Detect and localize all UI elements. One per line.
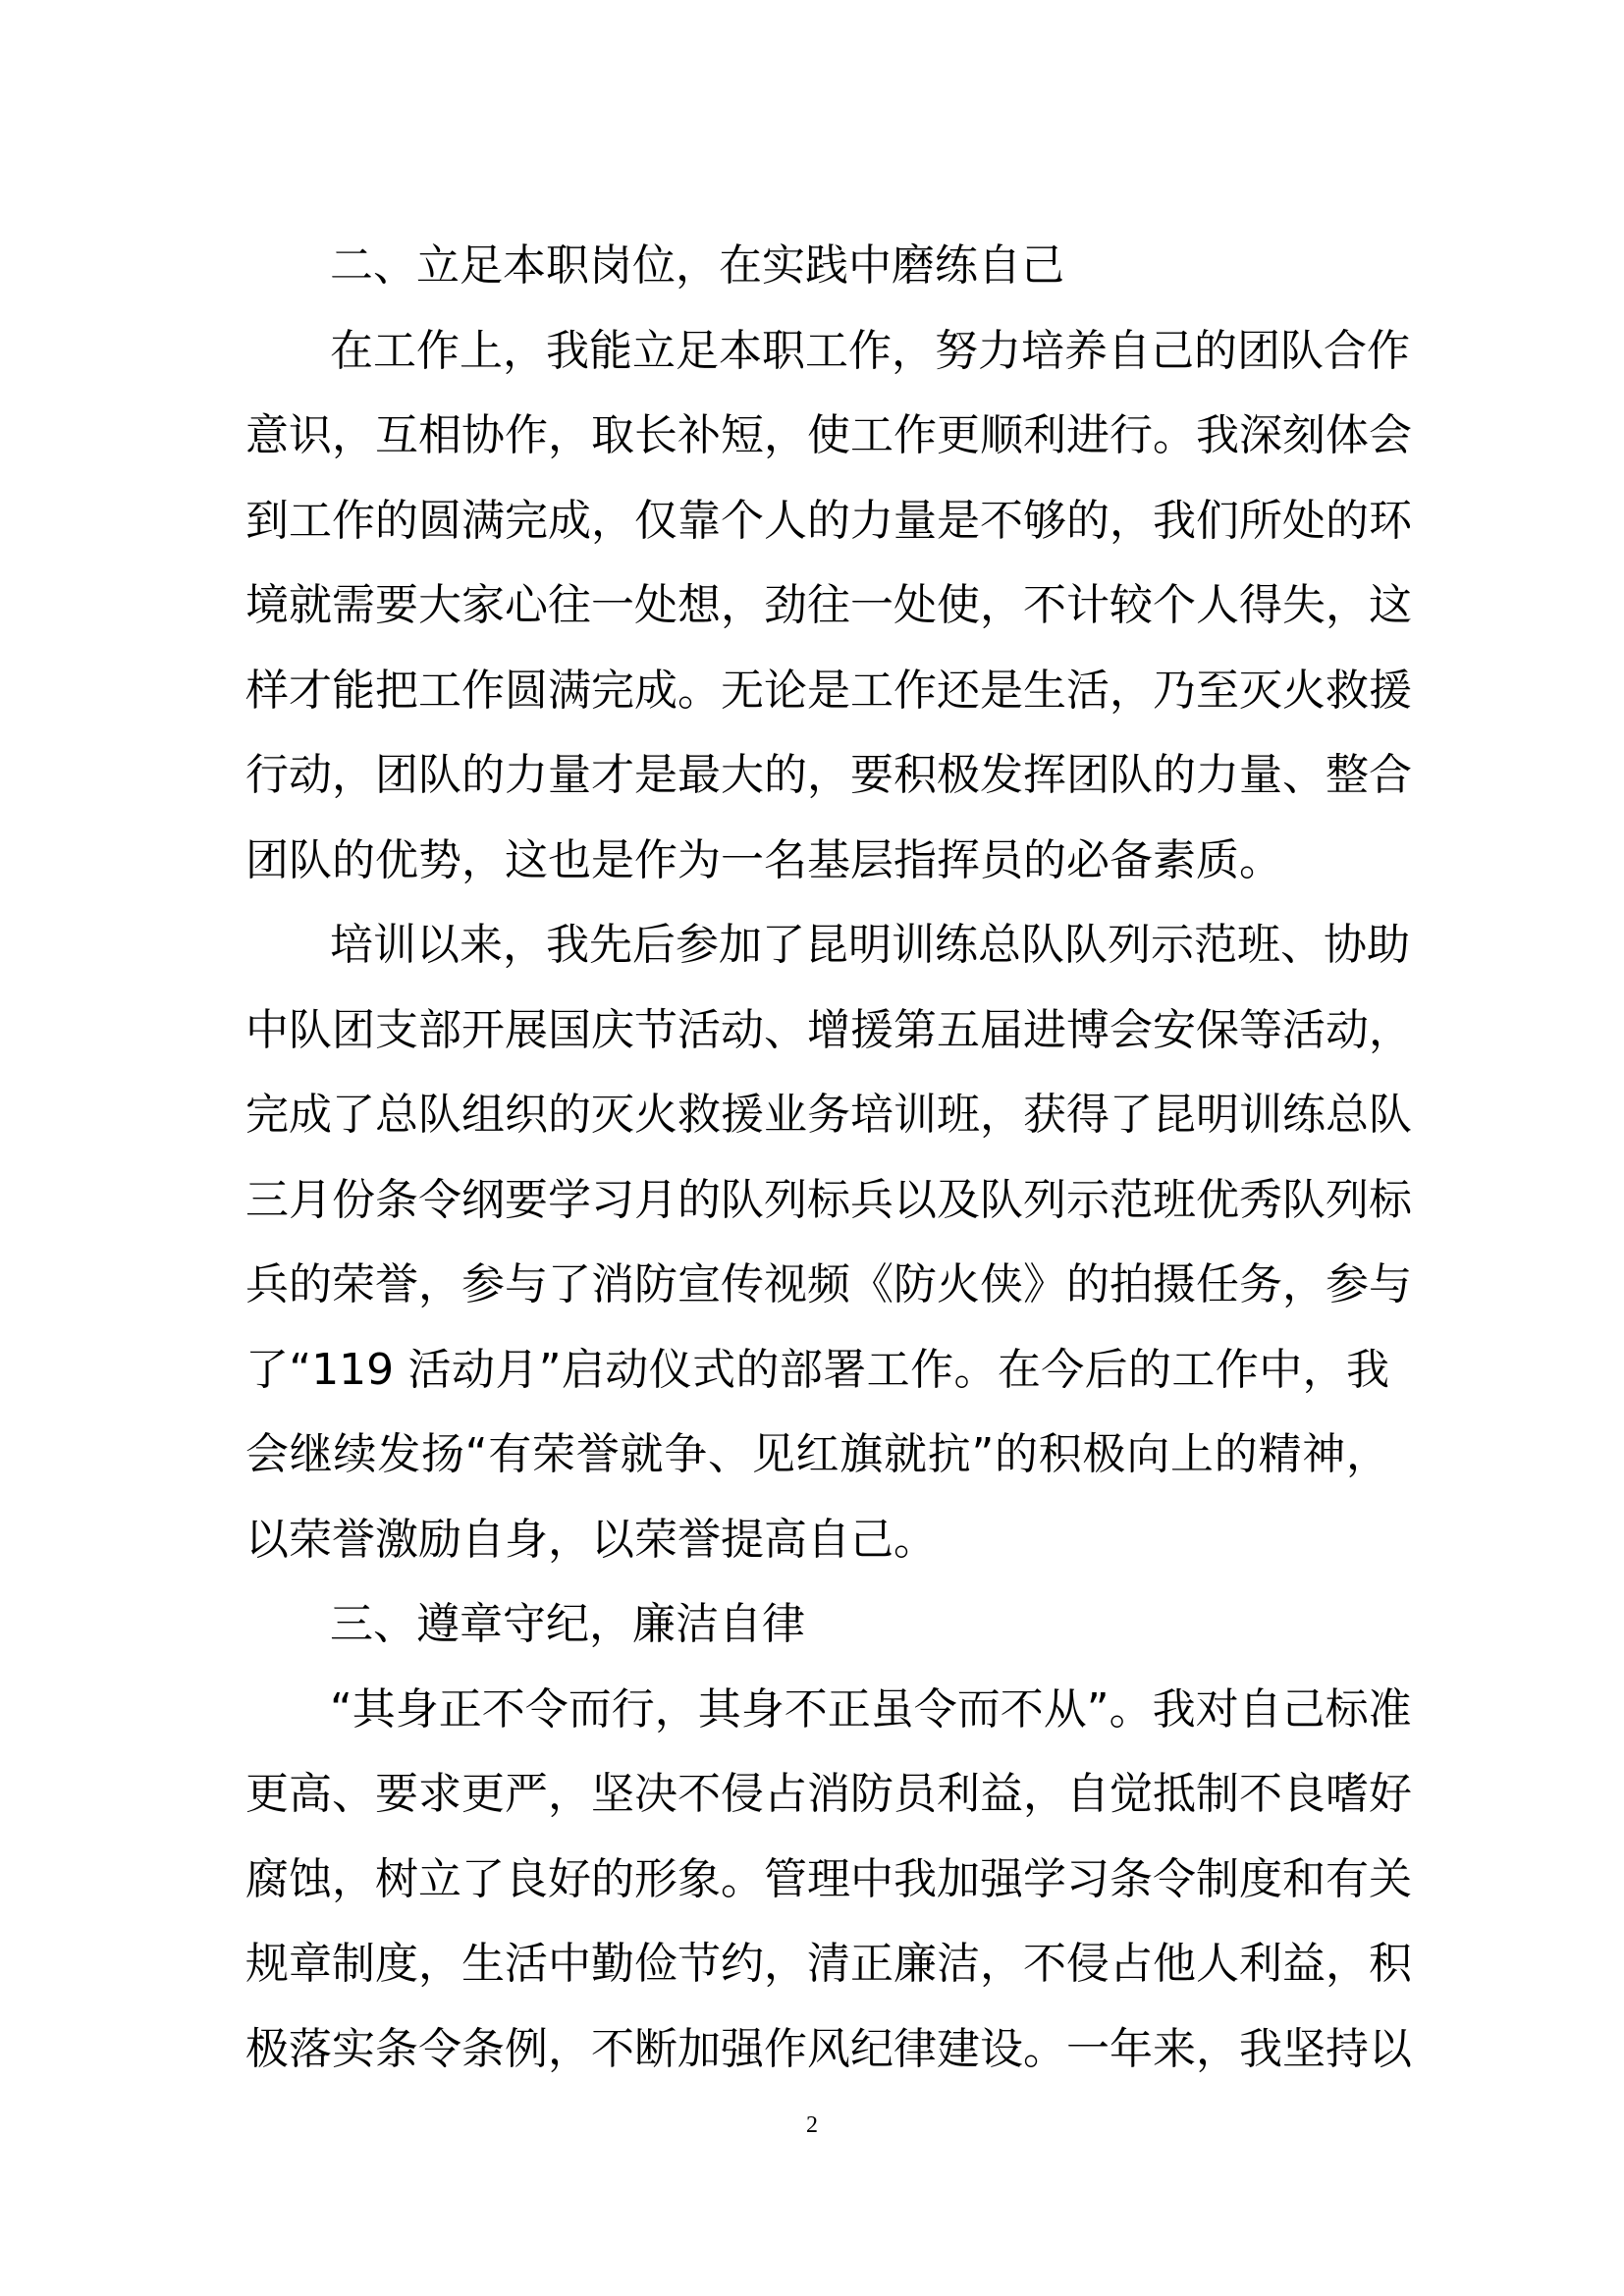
paragraph-line: 规章制度，生活中勤俭节约，清正廉洁，不侵占他人利益，积: [245, 1939, 1412, 1989]
paragraph-line: “其身正不令而行，其身不正虽令而不从”。我对自己标准: [330, 1683, 1412, 1735]
paragraph-line: 境就需要大家心往一处想，劲往一处使，不计较个人得失，这: [245, 580, 1412, 630]
paragraph-line: 三月份条令纲要学习月的队列标兵以及队列示范班优秀队列标: [245, 1174, 1412, 1225]
section-heading-2: 二、立足本职岗位，在实践中磨练自己: [330, 240, 1064, 291]
paragraph-line: 培训以来，我先后参加了昆明训练总队队列示范班、协助: [330, 920, 1410, 970]
paragraph-line: 到工作的圆满完成，仅靠个人的力量是不够的，我们所处的环: [245, 495, 1412, 546]
paragraph-line: 了“119 活动月”启动仪式的部署工作。在今后的工作中，我: [245, 1344, 1389, 1395]
paragraph-line: 团队的优势，这也是作为一名基层指挥员的必备素质。: [245, 834, 1282, 885]
document-body: [245, 224, 1412, 2092]
paragraph-line: 会继续发扬“有荣誉就争、见红旗就抗”的积极向上的精神，: [245, 1429, 1389, 1479]
paragraph-line: 极落实条令条例，不断加强作风纪律建设。一年来，我坚持以: [245, 2023, 1412, 2074]
section-heading-3: 三、遵章守纪，廉洁自律: [330, 1599, 805, 1649]
paragraph-line: 在工作上，我能立足本职工作，努力培养自己的团队合作: [330, 325, 1410, 376]
paragraph-line: 行动，团队的力量才是最大的，要积极发挥团队的力量、整合: [245, 750, 1412, 800]
paragraph-line: 以荣誉激励自身，以荣誉提高自己。: [245, 1514, 937, 1565]
paragraph-line: 样才能把工作圆满完成。无论是工作还是生活，乃至灭火救援: [245, 665, 1412, 716]
page-number: 2: [806, 2112, 818, 2138]
paragraph-line: 中队团支部开展国庆节活动、增援第五届进博会安保等活动，: [245, 1004, 1412, 1055]
paragraph-line: 完成了总队组织的灭火救援业务培训班，获得了昆明训练总队: [245, 1090, 1412, 1140]
paragraph-line: 更高、要求更严，坚决不侵占消防员利益，自觉抵制不良嗜好: [245, 1769, 1412, 1819]
paragraph-line: 兵的荣誉，参与了消防宣传视频《防火侠》的拍摄任务，参与: [245, 1259, 1412, 1309]
paragraph-line: 意识，互相协作，取长补短，使工作更顺利进行。我深刻体会: [245, 410, 1412, 460]
paragraph-line: 腐蚀，树立了良好的形象。管理中我加强学习条令制度和有关: [245, 1853, 1412, 1904]
